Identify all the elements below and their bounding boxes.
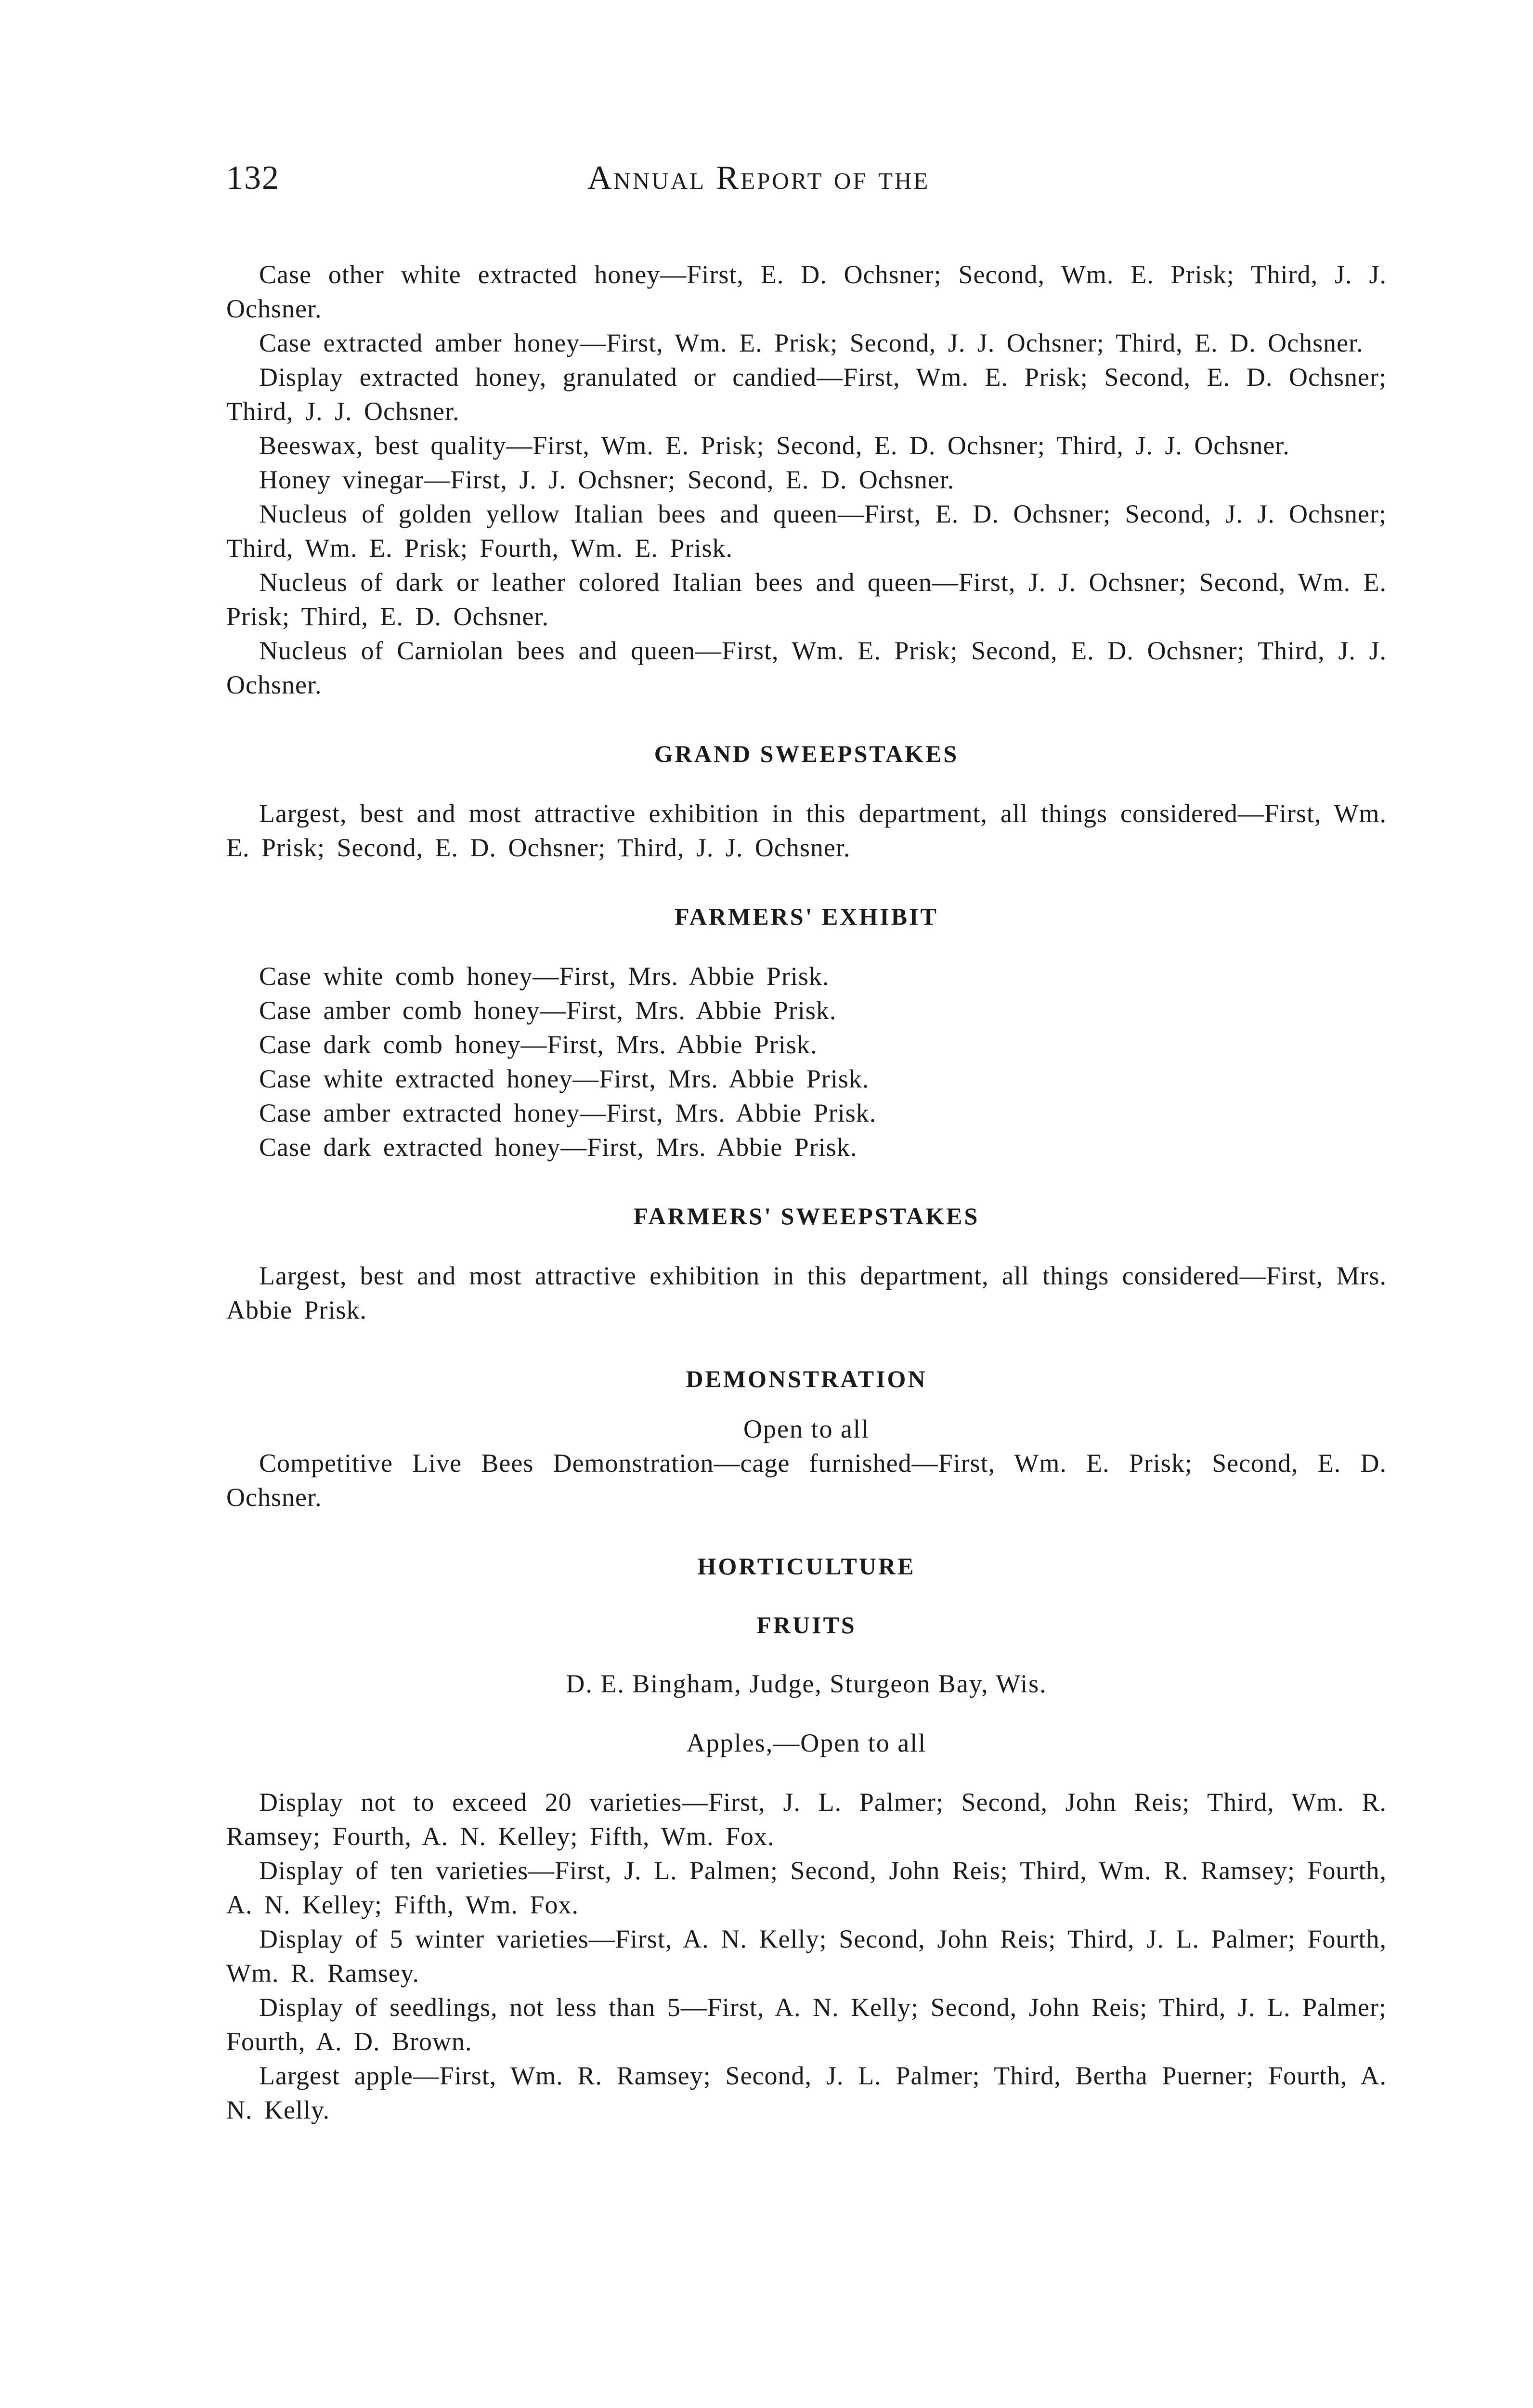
grand-sweepstakes-heading: GRAND SWEEPSTAKES [654,740,959,767]
farmers-sweepstakes-heading: FARMERS' SWEEPSTAKES [633,1203,980,1230]
list-item: Case white comb honey—First, Mrs. Abbie Prisk. [259,962,830,991]
farmers-exhibit-list [226,959,1387,1165]
farmers-exhibit-heading: FARMERS' EXHIBIT [675,903,938,930]
entry-paragraph: Display of seedlings, not less than 5—First, A. N. Kelly; Second, John Reis; Third, J. L. Palmer; Fourth, A. D. Brown. [226,1993,1387,2056]
list-item: Case amber extracted honey—First, Mrs. Abbie Prisk. [259,1099,877,1127]
apple-entries [226,1785,1387,2127]
list-item: Case dark comb honey—First, Mrs. Abbie Prisk. [259,1030,818,1059]
farmers-sweepstakes-text: Largest, best and most attractive exhibition in this department, all things considered—First, Mrs. Abbie Prisk. [226,1261,1387,1324]
page-header [226,159,1387,212]
entry-paragraph: Honey vinegar—First, J. J. Ochsner; Second, E. D. Ochsner. [259,465,955,494]
entry-paragraph: Case extracted amber honey—First, Wm. E. Prisk; Second, J. J. Ochsner; Third, E. D. Ochsner. [259,328,1364,357]
entry-paragraph: Largest apple—First, Wm. R. Ramsey; Second, J. L. Palmer; Third, Bertha Puerner; Fourth, A. N. Kelly. [226,2061,1387,2124]
apples-class-line: Apples,—Open to all [686,1728,927,1757]
entry-paragraph: Display of ten varieties—First, J. L. Palmen; Second, John Reis; Third, Wm. R. Ramsey; Fourth, A. N. Kelley; Fifth, Wm. Fox. [226,1856,1387,1919]
honey-entries [226,258,1387,702]
running-head: Annual Report of the [587,159,930,196]
demonstration-heading: DEMONSTRATION [686,1365,927,1392]
entry-paragraph: Display extracted honey, granulated or candied—First, Wm. E. Prisk; Second, E. D. Ochsner; Third, J. J. Ochsner. [226,363,1387,426]
horticulture-heading: HORTICULTURE [697,1553,916,1580]
entry-paragraph: Case other white extracted honey—First, E. D. Ochsner; Second, Wm. E. Prisk; Third, J. J. Ochsner. [226,260,1387,323]
entry-paragraph: Display of 5 winter varieties—First, A. N. Kelly; Second, John Reis; Third, J. L. Palmer; Fourth, Wm. R. Ramsey. [226,1924,1387,1988]
page-number: 132 [226,159,280,196]
entry-paragraph: Nucleus of dark or leather colored Italian bees and queen—First, J. J. Ochsner; Second, Wm. E. Prisk; Third, E. D. Ochsner. [226,568,1387,631]
demonstration-subheading: Open to all [743,1414,870,1443]
entry-paragraph: Display not to exceed 20 varieties—First, J. L. Palmer; Second, John Reis; Third, Wm. R. Ramsey; Fourth, A. N. Kelley; Fifth, Wm. Fox. [226,1788,1387,1851]
list-item: Case amber comb honey—First, Mrs. Abbie Prisk. [259,996,837,1025]
demonstration-text: Competitive Live Bees Demonstration—cage furnished—First, Wm. E. Prisk; Second, E. D. Ochsner. [226,1449,1387,1512]
entry-paragraph: Nucleus of golden yellow Italian bees and queen—First, E. D. Ochsner; Second, J. J. Ochsner; Third, Wm. E. Prisk; Fourth, Wm. E. Prisk. [226,499,1387,563]
grand-sweepstakes-text: Largest, best and most attractive exhibition in this department, all things considered—First, Wm. E. Prisk; Second, E. D. Ochsner; Third, J. J. Ochsner. [226,799,1387,862]
entry-paragraph: Nucleus of Carniolan bees and queen—First, Wm. E. Prisk; Second, E. D. Ochsner; Third, J. J. Ochsner. [226,636,1387,699]
judge-line: D. E. Bingham, Judge, Sturgeon Bay, Wis. [566,1669,1047,1698]
list-item: Case dark extracted honey—First, Mrs. Abbie Prisk. [259,1133,857,1162]
list-item: Case white extracted honey—First, Mrs. Abbie Prisk. [259,1064,870,1093]
document-page [226,159,1387,2127]
entry-paragraph: Beeswax, best quality—First, Wm. E. Prisk; Second, E. D. Ochsner; Third, J. J. Ochsner. [259,431,1290,460]
fruits-subheading: FRUITS [756,1611,857,1638]
